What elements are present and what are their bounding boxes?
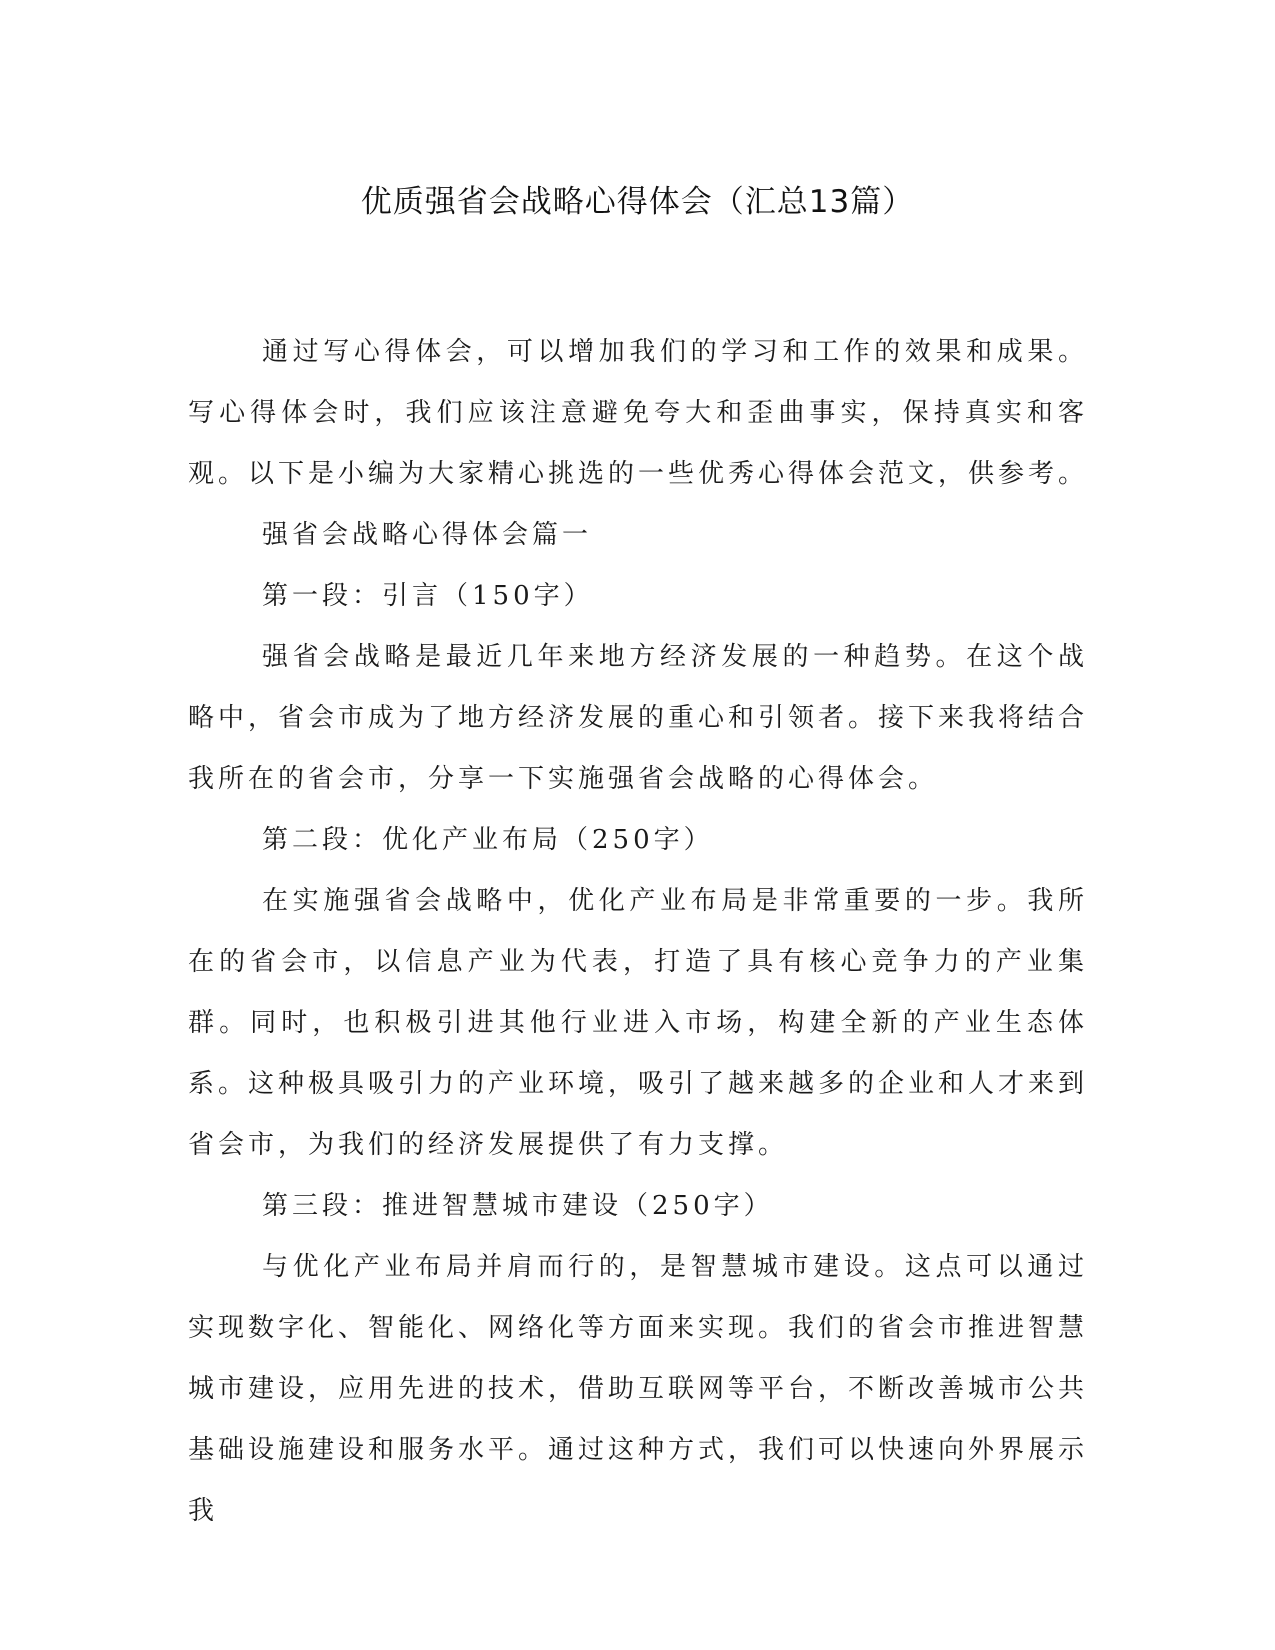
document-title: 优质强省会战略心得体会（汇总13篇）: [360, 184, 915, 220]
section-heading-3: 第三段：推进智慧城市建设（250字）: [262, 1191, 774, 1221]
section-paragraph-1: 强省会战略是最近几年来地方经济发展的一种趋势。在这个战略中，省会市成为了地方经济发展的重心和引领者。接下来我将结合我所在的省会市，分享一下实施强省会战略的心得体会。: [188, 642, 1089, 794]
chapter-heading: 强省会战略心得体会篇一: [262, 520, 593, 550]
document-body: [188, 322, 1088, 1542]
intro-paragraph: 通过写心得体会，可以增加我们的学习和工作的效果和成果。写心得体会时，我们应该注意避免夸大和歪曲事实，保持真实和客观。以下是小编为大家精心挑选的一些优秀心得体会范文，供参考。: [188, 337, 1089, 489]
section-paragraph-2: 在实施强省会战略中，优化产业布局是非常重要的一步。我所在的省会市，以信息产业为代表，打造了具有核心竞争力的产业集群。同时，也积极引进其他行业进入市场，构建全新的产业生态体系。这种极具吸引力的产业环境，吸引了越来越多的企业和人才来到省会市，为我们的经济发展提供了有力支撑。: [188, 886, 1089, 1160]
section-heading-2: 第二段：优化产业布局（250字）: [262, 825, 714, 855]
section-paragraph-3: 与优化产业布局并肩而行的，是智慧城市建设。这点可以通过实现数字化、智能化、网络化等方面来实现。我们的省会市推进智慧城市建设，应用先进的技术，借助互联网等平台，不断改善城市公共基础设施建设和服务水平。通过这种方式，我们可以快速向外界展示我: [188, 1252, 1089, 1526]
section-heading-1: 第一段：引言（150字）: [262, 581, 594, 611]
